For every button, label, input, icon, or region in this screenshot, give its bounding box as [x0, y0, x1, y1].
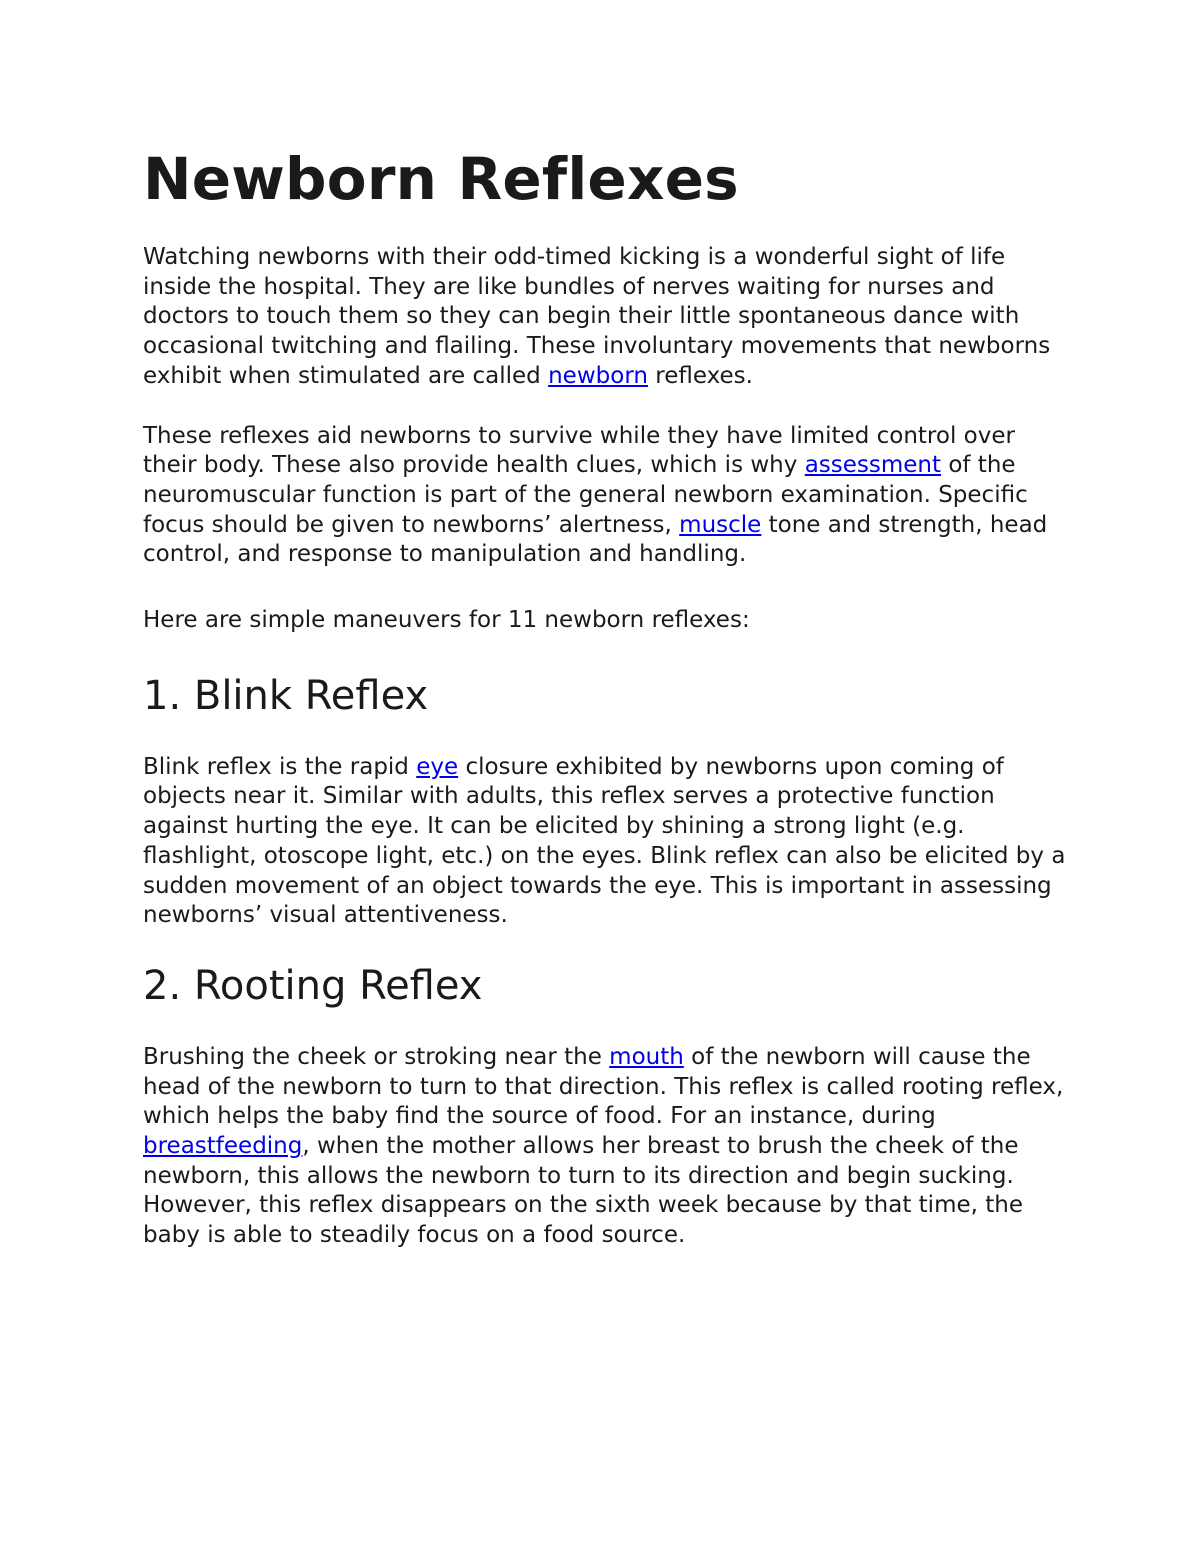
reflexes-text-3: tone and strength, head control, and response to manipulation and handling. [143, 511, 1048, 568]
reflexes-text-2: of the neuromuscular function is part of the general newborn examination. Specific focus should be given to newborns’ alertness, [143, 452, 1028, 538]
assessment-link[interactable]: assessment [804, 452, 942, 479]
intro-text-2: reflexes. [647, 362, 753, 389]
blink-reflex-paragraph [143, 753, 1073, 931]
blink-text-1: Blink reflex is the rapid [143, 753, 417, 780]
muscle-link[interactable]: muscle [679, 511, 762, 538]
eye-link[interactable]: eye [416, 753, 459, 780]
reflexes-paragraph [143, 422, 1073, 571]
blink-text-2: closure exhibited by newborns upon coming of objects near it. Similar with adults, this reflex serves a protective function against hurting the eye. It can be elicited by shining a strong light (e.g. flashlight, otoscope light, etc.) on the eyes. Blink reflex can also be elicited by a sudden movement of an object towards the eye. This is important in assessing newborns’ visual attentiveness. [143, 753, 1066, 929]
rooting-text-2: of the newborn will cause the head of the newborn to turn to that direction. This reflex is called rooting reflex, which helps the baby find the source of food. For an instance, during [143, 1043, 1064, 1130]
intro-paragraph [143, 243, 1073, 392]
maneuvers-paragraph: Here are simple maneuvers for 11 newborn reflexes: [143, 607, 750, 634]
page-title: Newborn Reflexes [143, 145, 739, 213]
rooting-reflex-paragraph [143, 1043, 1073, 1251]
blink-reflex-heading: 1. Blink Reflex [143, 672, 429, 719]
document-page [143, 140, 1073, 1251]
rooting-text-1: Brushing the cheek or stroking near the [143, 1043, 610, 1070]
intro-text-1: Watching newborns with their odd-timed kicking is a wonderful sight of life inside the hospital. They are like bundles of nerves waiting for nurses and doctors to touch them so they can begin their little spontaneous dance with occasional twitching and flailing. These involuntary movements that newborns exhibit when stimulated are called [143, 244, 1051, 389]
breastfeeding-link[interactable]: breastfeeding [143, 1133, 303, 1160]
mouth-link[interactable]: mouth [609, 1043, 684, 1070]
rooting-reflex-heading: 2. Rooting Reflex [143, 962, 483, 1009]
reflexes-text-1: These reflexes aid newborns to survive while they have limited control over their body. These also provide health clues, which is why [143, 422, 1015, 479]
newborn-link[interactable]: newborn [548, 362, 648, 389]
rooting-text-3: , when the mother allows her breast to brush the cheek of the newborn, this allows the newborn to turn to its direction and begin sucking. However, this reflex disappears on the sixth week because by that time, the baby is able to steadily focus on a food source. [143, 1133, 1023, 1249]
